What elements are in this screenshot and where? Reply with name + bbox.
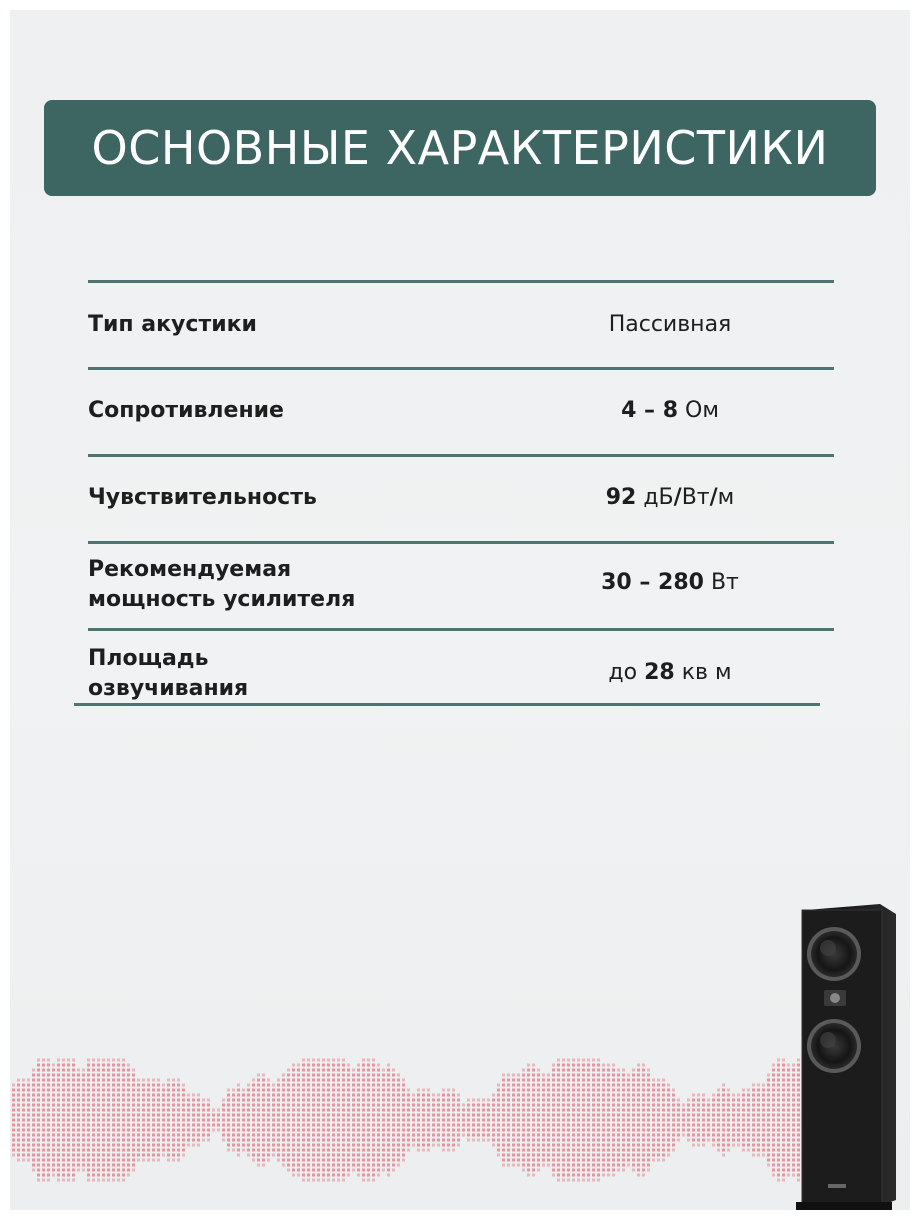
row-divider	[88, 541, 834, 544]
value-part: Вт	[703, 570, 739, 595]
page	[10, 10, 910, 1210]
row-divider	[74, 703, 820, 706]
value-part: Вт	[681, 485, 710, 510]
value-part: до	[608, 660, 645, 685]
title-banner	[44, 100, 876, 196]
row-divider	[88, 454, 834, 457]
value-part: 92	[605, 485, 637, 510]
spec-label: Рекомендуемая мощность усилителя	[88, 557, 356, 612]
row-divider	[88, 628, 834, 631]
spec-label: Площадь озвучивания	[88, 646, 249, 701]
page-title: ОСНОВНЫЕ ХАРАКТЕРИСТИКИ	[91, 121, 829, 175]
value-part: 4 – 8	[621, 398, 679, 423]
value-part: Пассивная	[608, 312, 732, 337]
spec-label: Чувствительность	[88, 485, 317, 510]
row-divider	[88, 280, 834, 283]
spec-value	[540, 310, 800, 340]
value-part: Ом	[678, 398, 719, 423]
value-part: /	[673, 485, 682, 510]
value-part: кв м	[674, 660, 732, 685]
value-part: м	[717, 485, 735, 510]
speaker-icon	[788, 898, 900, 1210]
value-part: /	[709, 485, 718, 510]
row-divider	[88, 367, 834, 370]
spec-label: Тип акустики	[88, 312, 257, 337]
spec-label: Сопротивление	[88, 398, 284, 423]
spec-value	[540, 483, 800, 513]
value-part: 30 – 280	[601, 570, 704, 595]
sound-wave-icon	[10, 1050, 910, 1190]
value-part: 28	[644, 660, 675, 685]
spec-value	[540, 658, 800, 688]
value-part: дБ	[636, 485, 674, 510]
spec-value	[540, 568, 800, 598]
spec-value	[540, 396, 800, 426]
